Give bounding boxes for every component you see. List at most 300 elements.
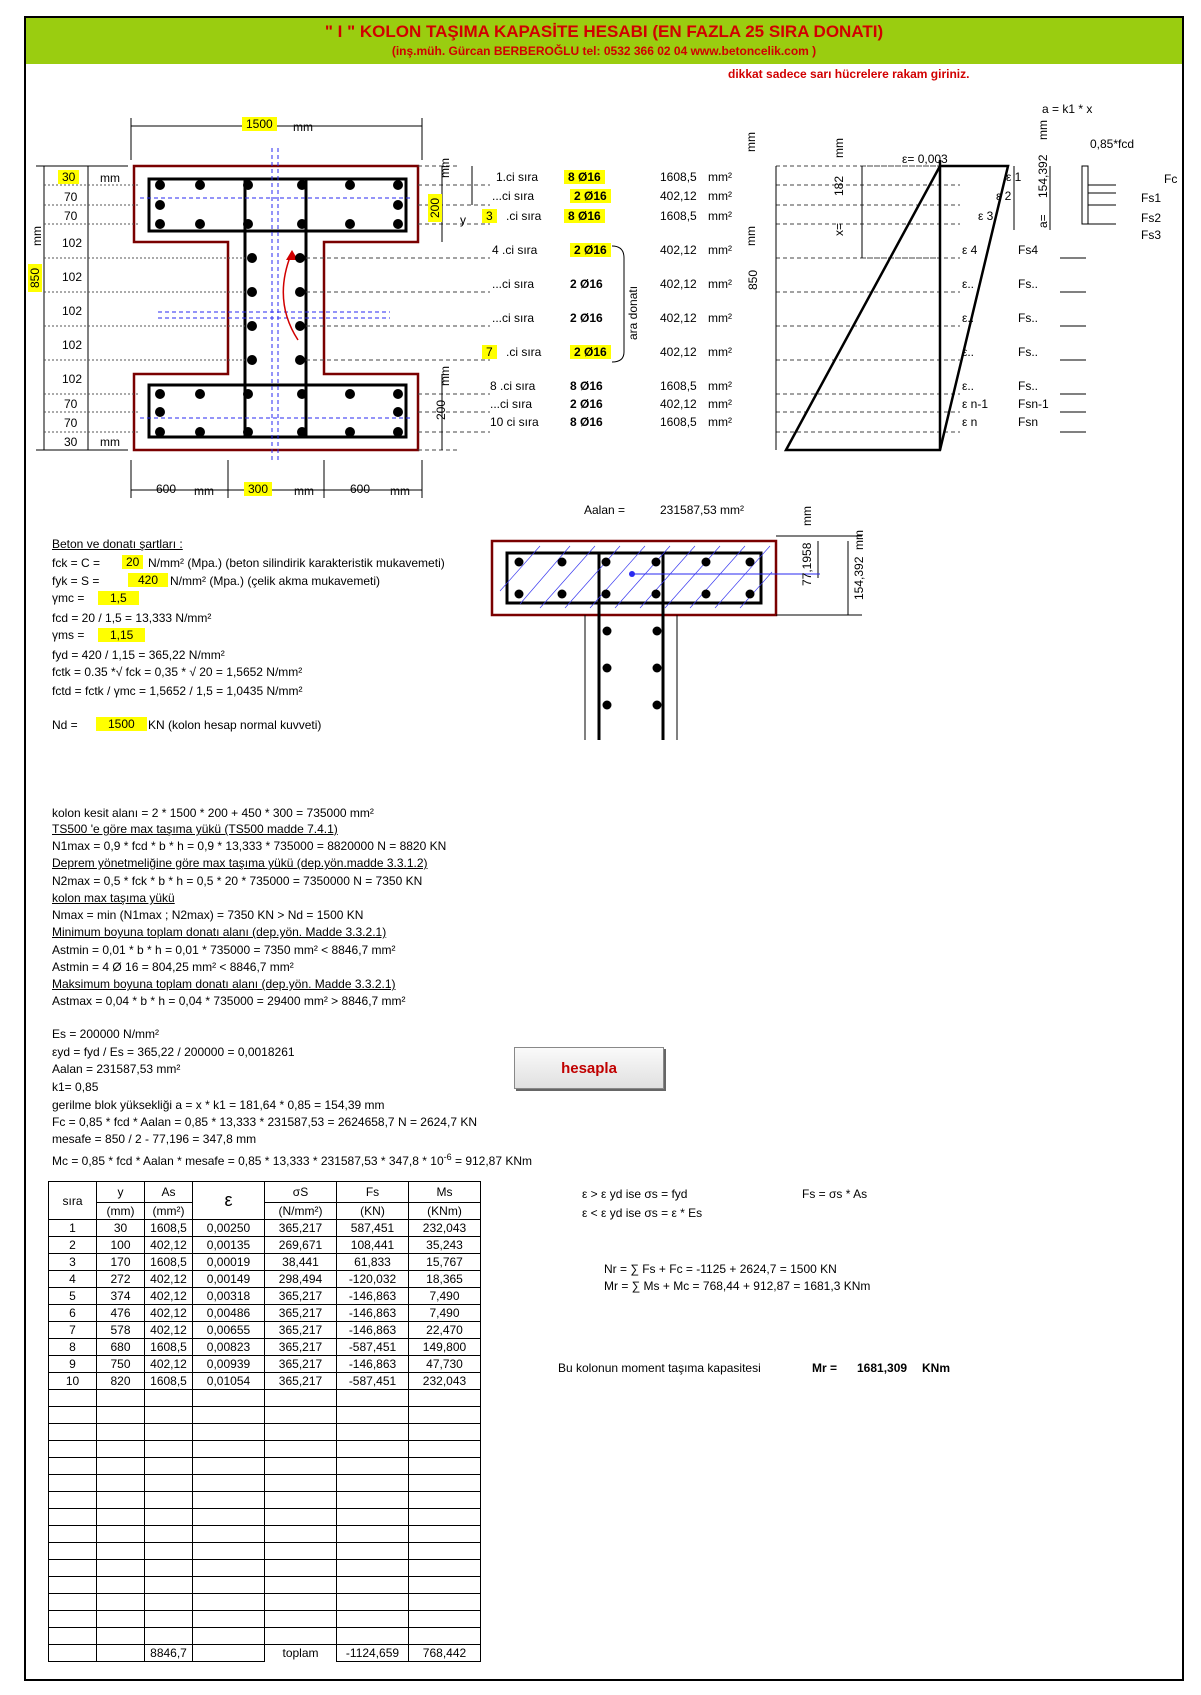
- table-cell: [97, 1424, 145, 1441]
- row-area: 402,12: [660, 189, 697, 203]
- table-cell: 232,043: [409, 1373, 481, 1390]
- force-label: Fs..: [1018, 379, 1038, 393]
- table-cell: [49, 1424, 97, 1441]
- mc-exp: -6: [443, 1152, 452, 1162]
- table-cell: [193, 1509, 265, 1526]
- table-cell: [49, 1492, 97, 1509]
- table-cell: [193, 1560, 265, 1577]
- table-cell: 7: [49, 1322, 97, 1339]
- calc-line: Astmin = 0,01 * b * h = 0,01 * 735000 = 7350 mm² < 8846,7 mm²: [52, 943, 396, 957]
- table-cell: 0,00135: [193, 1237, 265, 1254]
- table-row: [49, 1424, 481, 1441]
- row-name: ...ci sıra: [492, 189, 535, 203]
- dim-label: 850: [746, 269, 760, 290]
- table-cell: [97, 1509, 145, 1526]
- calc-heading: Minimum boyuna toplam donatı alanı (dep.yön. Madde 3.3.2.1): [52, 925, 387, 939]
- table-cell: [265, 1543, 337, 1560]
- row-bar-input[interactable]: 8 Ø16: [570, 379, 603, 393]
- rule-1: ε > ε yd ise σs = fyd: [582, 1187, 688, 1201]
- dim-label: 30: [64, 435, 78, 449]
- col-header: sıra: [49, 1182, 97, 1220]
- unit-label: mm: [1036, 120, 1050, 140]
- table-cell: 7,490: [409, 1305, 481, 1322]
- table-row: [49, 1305, 481, 1322]
- row-bar-input[interactable]: 8 Ø16: [570, 415, 603, 429]
- table-cell: [193, 1628, 265, 1645]
- table-cell: 15,767: [409, 1254, 481, 1271]
- table-cell: 365,217: [265, 1356, 337, 1373]
- force-label: Fs..: [1018, 311, 1038, 325]
- table-cell: [409, 1407, 481, 1424]
- row-name: 10 ci sıra: [490, 415, 539, 429]
- web-width-input[interactable]: 300: [244, 482, 272, 496]
- table-cell: [97, 1594, 145, 1611]
- row-bar-input[interactable]: 2 Ø16: [570, 243, 611, 257]
- mr-label: Mr =: [812, 1361, 838, 1375]
- table-cell: -146,863: [337, 1356, 409, 1373]
- calc-line: N1max = 0,9 * fcd * b * h = 0,9 * 13,333 * 735000 = 8820000 N = 8820 KN: [52, 839, 447, 853]
- table-cell: 402,12: [145, 1356, 193, 1373]
- unit-label: mm: [438, 366, 452, 386]
- table-cell: 35,243: [409, 1237, 481, 1254]
- cover-input[interactable]: 30: [58, 170, 79, 184]
- table-cell: [337, 1492, 409, 1509]
- table-row: [49, 1475, 481, 1492]
- calc-heading: kolon max taşıma yükü: [52, 891, 175, 905]
- a-formula: a = k1 * x: [1042, 102, 1093, 116]
- table-cell: 9: [49, 1356, 97, 1373]
- table-cell: [145, 1424, 193, 1441]
- table-cell: 0,00823: [193, 1339, 265, 1356]
- table-cell: [49, 1543, 97, 1560]
- col-header: Fs: [337, 1182, 409, 1203]
- dim-label: 102: [62, 270, 83, 284]
- table-cell: [145, 1594, 193, 1611]
- rule-2: ε < ε yd ise σs = ε * Es: [582, 1206, 703, 1220]
- fck-label: fck = C =: [52, 556, 101, 570]
- b-top-input[interactable]: 1500: [242, 117, 277, 131]
- table-cell: [337, 1390, 409, 1407]
- capacity-label: Bu kolonun moment taşıma kapasitesi: [558, 1361, 761, 1375]
- table-cell: [337, 1509, 409, 1526]
- row-area: 402,12: [660, 243, 697, 257]
- force-label: Fs3: [1141, 228, 1162, 242]
- table-cell: [97, 1628, 145, 1645]
- row-name: .ci sıra: [506, 345, 542, 359]
- table-cell: [145, 1492, 193, 1509]
- table-cell: [265, 1594, 337, 1611]
- dim-label: 102: [62, 304, 83, 318]
- table-cell: 365,217: [265, 1339, 337, 1356]
- dim-label: 200: [434, 399, 448, 420]
- author-line: (inş.müh. Gürcan BERBEROĞLU tel: 0532 366 02 04 www.betoncelik.com ): [391, 44, 817, 58]
- strain-label: ε..: [962, 311, 975, 325]
- table-cell: 365,217: [265, 1305, 337, 1322]
- table-row: [49, 1492, 481, 1509]
- row-area: 402,12: [660, 277, 697, 291]
- row-area: 1608,5: [660, 170, 697, 184]
- table-cell: 8: [49, 1339, 97, 1356]
- calc-line: Es = 200000 N/mm²: [52, 1027, 160, 1041]
- table-cell: [409, 1441, 481, 1458]
- force-label: Fs..: [1018, 277, 1038, 291]
- force-label: Fsn-1: [1018, 397, 1049, 411]
- col-header: σS: [265, 1182, 337, 1203]
- total-cell: 8846,7: [145, 1645, 193, 1662]
- total-cell: toplam: [265, 1645, 337, 1662]
- row-num-input[interactable]: 3: [482, 209, 497, 223]
- table-cell: 10: [49, 1373, 97, 1390]
- row-area: 402,12: [660, 397, 697, 411]
- total-cell: [49, 1645, 97, 1662]
- table-row: [49, 1339, 481, 1356]
- table-cell: [265, 1526, 337, 1543]
- table-cell: [145, 1628, 193, 1645]
- strain-label: ε..: [962, 277, 975, 291]
- table-cell: [49, 1594, 97, 1611]
- table-cell: 0,00939: [193, 1356, 265, 1373]
- row-area: 1608,5: [660, 415, 697, 429]
- table-cell: [145, 1458, 193, 1475]
- table-cell: [409, 1390, 481, 1407]
- table-row: [49, 1509, 481, 1526]
- unit-label: mm: [800, 506, 814, 526]
- strain-label: ε 4: [962, 243, 978, 257]
- table-cell: 578: [97, 1322, 145, 1339]
- table-cell: 22,470: [409, 1322, 481, 1339]
- mr-value: 1681,309: [857, 1361, 908, 1375]
- table-row: [49, 1526, 481, 1543]
- col-unit: (KN): [337, 1203, 409, 1220]
- table-row: [49, 1288, 481, 1305]
- col-unit: (mm): [97, 1203, 145, 1220]
- table-row: [49, 1458, 481, 1475]
- unit-label: mm: [294, 484, 314, 498]
- table-cell: 30: [97, 1220, 145, 1237]
- table-cell: [337, 1424, 409, 1441]
- row-area: 1608,5: [660, 379, 697, 393]
- row-area: 402,12: [660, 311, 697, 325]
- table-cell: [49, 1560, 97, 1577]
- table-cell: 108,441: [337, 1237, 409, 1254]
- table-cell: [49, 1509, 97, 1526]
- table-cell: 269,671: [265, 1237, 337, 1254]
- table-row: [49, 1390, 481, 1407]
- table-cell: -146,863: [337, 1322, 409, 1339]
- table-cell: [97, 1492, 145, 1509]
- strain-label: ε n: [962, 415, 978, 429]
- calc-line: Astmax = 0,04 * b * h = 0,04 * 735000 = 29400 mm² > 8846,7 mm²: [52, 994, 406, 1008]
- h-total-input[interactable]: 850: [28, 264, 42, 292]
- dim-label: 102: [62, 338, 83, 352]
- unit-label: mm: [100, 171, 120, 185]
- table-cell: [409, 1611, 481, 1628]
- calc-line: Fc = 0,85 * fcd * Aalan = 0,85 * 13,333 * 231587,53 = 2624658,7 N = 2624,7 KN: [52, 1115, 477, 1129]
- table-cell: 587,451: [337, 1220, 409, 1237]
- table-cell: [409, 1492, 481, 1509]
- table-cell: 6: [49, 1305, 97, 1322]
- table-cell: [265, 1475, 337, 1492]
- table-cell: [49, 1611, 97, 1628]
- hesapla-button[interactable]: hesapla: [514, 1047, 664, 1089]
- table-cell: 61,833: [337, 1254, 409, 1271]
- col-header: Ms: [409, 1182, 481, 1203]
- table-cell: 272: [97, 1271, 145, 1288]
- table-cell: 18,365: [409, 1271, 481, 1288]
- table-cell: [49, 1390, 97, 1407]
- table-cell: [193, 1441, 265, 1458]
- table-cell: 402,12: [145, 1305, 193, 1322]
- calc-heading: Deprem yönetmeliğine göre max taşıma yükü (dep.yön.madde 3.3.1.2): [52, 856, 428, 870]
- row-unit: mm²: [708, 209, 732, 223]
- table-cell: 365,217: [265, 1220, 337, 1237]
- table-cell: [97, 1577, 145, 1594]
- table-cell: [337, 1407, 409, 1424]
- table-cell: 3: [49, 1254, 97, 1271]
- table-cell: [97, 1543, 145, 1560]
- total-row: [49, 1645, 481, 1662]
- table-cell: 680: [97, 1339, 145, 1356]
- table-row: [49, 1543, 481, 1560]
- row-bar-input[interactable]: 2 Ø16: [570, 277, 603, 291]
- col-unit: (mm²): [145, 1203, 193, 1220]
- table-cell: 365,217: [265, 1288, 337, 1305]
- table-cell: [145, 1611, 193, 1628]
- table-row: [49, 1594, 481, 1611]
- gmc-input[interactable]: 1,5: [98, 591, 139, 605]
- table-cell: 7,490: [409, 1288, 481, 1305]
- table-cell: 0,00019: [193, 1254, 265, 1271]
- row-name: 8 .ci sıra: [490, 379, 536, 393]
- ara-donati-label: ara donatı: [626, 285, 640, 340]
- unit-label: mm: [852, 530, 866, 550]
- table-row: [49, 1237, 481, 1254]
- table-cell: [193, 1594, 265, 1611]
- table-row: [49, 1356, 481, 1373]
- calc-line: N2max = 0,5 * fck * b * h = 0,5 * 20 * 735000 = 7350000 N = 7350 KN: [52, 874, 423, 888]
- row-bar-input[interactable]: 8 Ø16: [564, 209, 605, 223]
- table-cell: 1608,5: [145, 1220, 193, 1237]
- row-num-input[interactable]: 7: [482, 345, 497, 359]
- total-cell: -1124,659: [337, 1645, 409, 1662]
- table-cell: [49, 1407, 97, 1424]
- table-cell: [409, 1560, 481, 1577]
- dim-label: 70: [64, 416, 78, 430]
- results-table: [48, 1181, 481, 1662]
- table-cell: 0,01054: [193, 1373, 265, 1390]
- row-bar-input[interactable]: 2 Ø16: [570, 189, 611, 203]
- row-name: ...ci sıra: [492, 277, 535, 291]
- table-cell: [265, 1458, 337, 1475]
- table-cell: 402,12: [145, 1237, 193, 1254]
- unit-label: mm: [100, 435, 120, 449]
- fyk-input[interactable]: 420: [128, 573, 168, 587]
- strain-label: ε 2: [996, 189, 1012, 203]
- fcd-label: 0,85*fcd: [1090, 137, 1135, 151]
- table-cell: [409, 1577, 481, 1594]
- table-cell: [145, 1390, 193, 1407]
- table-cell: 298,494: [265, 1271, 337, 1288]
- table-cell: 4: [49, 1271, 97, 1288]
- dim-label: 70: [64, 397, 78, 411]
- table-cell: [265, 1577, 337, 1594]
- table-cell: 170: [97, 1254, 145, 1271]
- row-bar-input[interactable]: 2 Ø16: [570, 311, 603, 325]
- fck-unit: N/mm² (Mpa.) (beton silindirik karakteristik mukavemeti): [148, 556, 445, 570]
- force-label: Fs2: [1141, 211, 1162, 225]
- table-cell: [193, 1577, 265, 1594]
- table-cell: [193, 1611, 265, 1628]
- row-bar-input[interactable]: 8 Ø16: [564, 170, 605, 184]
- table-cell: 38,441: [265, 1254, 337, 1271]
- table-cell: [97, 1526, 145, 1543]
- table-cell: [265, 1560, 337, 1577]
- table-cell: 0,00250: [193, 1220, 265, 1237]
- calc-line: εyd = fyd / Es = 365,22 / 200000 = 0,0018261: [52, 1045, 295, 1059]
- strain-label: ε..: [962, 379, 975, 393]
- table-cell: [265, 1390, 337, 1407]
- calc-heading: Maksimum boyuna toplam donatı alanı (dep.yön. Madde 3.3.2.1): [52, 977, 396, 991]
- row-unit: mm²: [708, 189, 732, 203]
- row-bar-input[interactable]: 2 Ø16: [570, 345, 611, 359]
- row-unit: mm²: [708, 397, 732, 411]
- mr-line: Mr = ∑ Ms + Mc = 768,44 + 912,87 = 1681,3 KNm: [604, 1279, 871, 1293]
- table-cell: 5: [49, 1288, 97, 1305]
- row-area: 1608,5: [660, 209, 697, 223]
- table-row: [49, 1322, 481, 1339]
- unit-label: mm: [390, 484, 410, 498]
- table-cell: [145, 1560, 193, 1577]
- table-cell: 0,00149: [193, 1271, 265, 1288]
- x-dim: 182: [832, 175, 846, 196]
- table-cell: 0,00486: [193, 1305, 265, 1322]
- table-cell: [409, 1509, 481, 1526]
- materials-title: Beton ve donatı şartları :: [52, 537, 183, 551]
- strain-label: ε n-1: [962, 397, 989, 411]
- y-label: y: [460, 213, 466, 227]
- col-unit: (N/mm²): [265, 1203, 337, 1220]
- fyk-label: fyk = S =: [52, 574, 100, 588]
- table-cell: 476: [97, 1305, 145, 1322]
- table-row: [49, 1628, 481, 1645]
- calc-line: gerilme blok yüksekliği a = x * k1 = 181,64 * 0,85 = 154,39 mm: [52, 1098, 385, 1112]
- calc-line: Aalan = 231587,53 mm²: [52, 1062, 181, 1076]
- table-cell: 1: [49, 1220, 97, 1237]
- row-name: 4 .ci sıra: [492, 243, 538, 257]
- calc-heading: TS500 'e göre max taşıma yükü (TS500 madde 7.4.1): [52, 822, 338, 836]
- table-cell: [193, 1492, 265, 1509]
- table-cell: [145, 1526, 193, 1543]
- table-cell: [265, 1611, 337, 1628]
- flange-h-input[interactable]: 200: [428, 194, 442, 222]
- table-cell: [49, 1526, 97, 1543]
- table-cell: 1608,5: [145, 1254, 193, 1271]
- row-name: ...ci sıra: [492, 311, 535, 325]
- dim-label: 600: [350, 482, 371, 496]
- table-cell: [49, 1577, 97, 1594]
- row-unit: mm²: [708, 243, 732, 257]
- x-label: x=: [832, 222, 846, 236]
- fck-input[interactable]: 20: [122, 555, 143, 569]
- nd-unit: KN (kolon hesap normal kuvveti): [148, 718, 322, 732]
- dim-label: 102: [62, 372, 83, 386]
- table-cell: [337, 1611, 409, 1628]
- col-header: ε: [193, 1182, 265, 1220]
- row-unit: mm²: [708, 311, 732, 325]
- table-cell: 232,043: [409, 1220, 481, 1237]
- row-bar-input[interactable]: 2 Ø16: [570, 397, 603, 411]
- table-row: [49, 1254, 481, 1271]
- table-cell: [49, 1628, 97, 1645]
- table-cell: [337, 1577, 409, 1594]
- calc-line: Nmax = min (N1max ; N2max) = 7350 KN > Nd = 1500 KN: [52, 908, 364, 922]
- row-unit: mm²: [708, 379, 732, 393]
- table-cell: [145, 1543, 193, 1560]
- table-cell: [145, 1509, 193, 1526]
- dim-154: 154,392: [852, 556, 866, 600]
- gms-input[interactable]: 1,15: [98, 628, 145, 642]
- table-cell: [337, 1441, 409, 1458]
- table-cell: [193, 1390, 265, 1407]
- table-cell: [49, 1458, 97, 1475]
- table-cell: [145, 1441, 193, 1458]
- table-cell: [409, 1526, 481, 1543]
- table-cell: 0,00655: [193, 1322, 265, 1339]
- force-label: Fc: [1164, 172, 1178, 186]
- strain-label: ε 3: [978, 209, 994, 223]
- table-cell: 402,12: [145, 1322, 193, 1339]
- input-note: dikkat sadece sarı hücrelere rakam giriniz.: [728, 67, 970, 81]
- table-cell: -587,451: [337, 1339, 409, 1356]
- table-cell: [409, 1543, 481, 1560]
- gms-label: γms =: [52, 628, 85, 642]
- fctd-line: fctd = fctk / γmc = 1,5652 / 1,5 = 1,0435 N/mm²: [52, 684, 303, 698]
- table-cell: [337, 1526, 409, 1543]
- table-cell: [265, 1424, 337, 1441]
- row-unit: mm²: [708, 415, 732, 429]
- nr-line: Nr = ∑ Fs + Fc = -1125 + 2624,7 = 1500 KN: [604, 1262, 837, 1276]
- total-cell: [97, 1645, 145, 1662]
- row-unit: mm²: [708, 170, 732, 184]
- col-unit: (KNm): [409, 1203, 481, 1220]
- nd-label: Nd =: [52, 718, 78, 732]
- unit-label: mm: [194, 484, 214, 498]
- table-cell: [409, 1628, 481, 1645]
- gmc-label: γmc =: [52, 591, 85, 605]
- table-cell: 100: [97, 1237, 145, 1254]
- table-cell: [409, 1458, 481, 1475]
- calc-line: Astmin = 4 Ø 16 = 804,25 mm² < 8846,7 mm²: [52, 960, 294, 974]
- a-dim: 154,392: [1036, 154, 1050, 198]
- table-cell: [409, 1475, 481, 1492]
- table-cell: [145, 1475, 193, 1492]
- dim-label: 70: [64, 190, 78, 204]
- row-unit: mm²: [708, 277, 732, 291]
- table-cell: [265, 1628, 337, 1645]
- page-title: " I " KOLON TAŞIMA KAPASİTE HESABI (EN FAZLA 25 SIRA DONATI): [324, 22, 884, 41]
- table-cell: [193, 1407, 265, 1424]
- strain-label: ε 1: [1006, 170, 1022, 184]
- table-cell: [193, 1458, 265, 1475]
- aalan-label: Aalan =: [584, 503, 626, 517]
- table-row: [49, 1220, 481, 1237]
- force-label: Fs1: [1141, 191, 1162, 205]
- col-header: As: [145, 1182, 193, 1203]
- unit-label: mm: [438, 158, 452, 178]
- nd-input[interactable]: 1500: [96, 717, 147, 731]
- table-cell: 365,217: [265, 1373, 337, 1390]
- i-section-outline: [134, 166, 418, 450]
